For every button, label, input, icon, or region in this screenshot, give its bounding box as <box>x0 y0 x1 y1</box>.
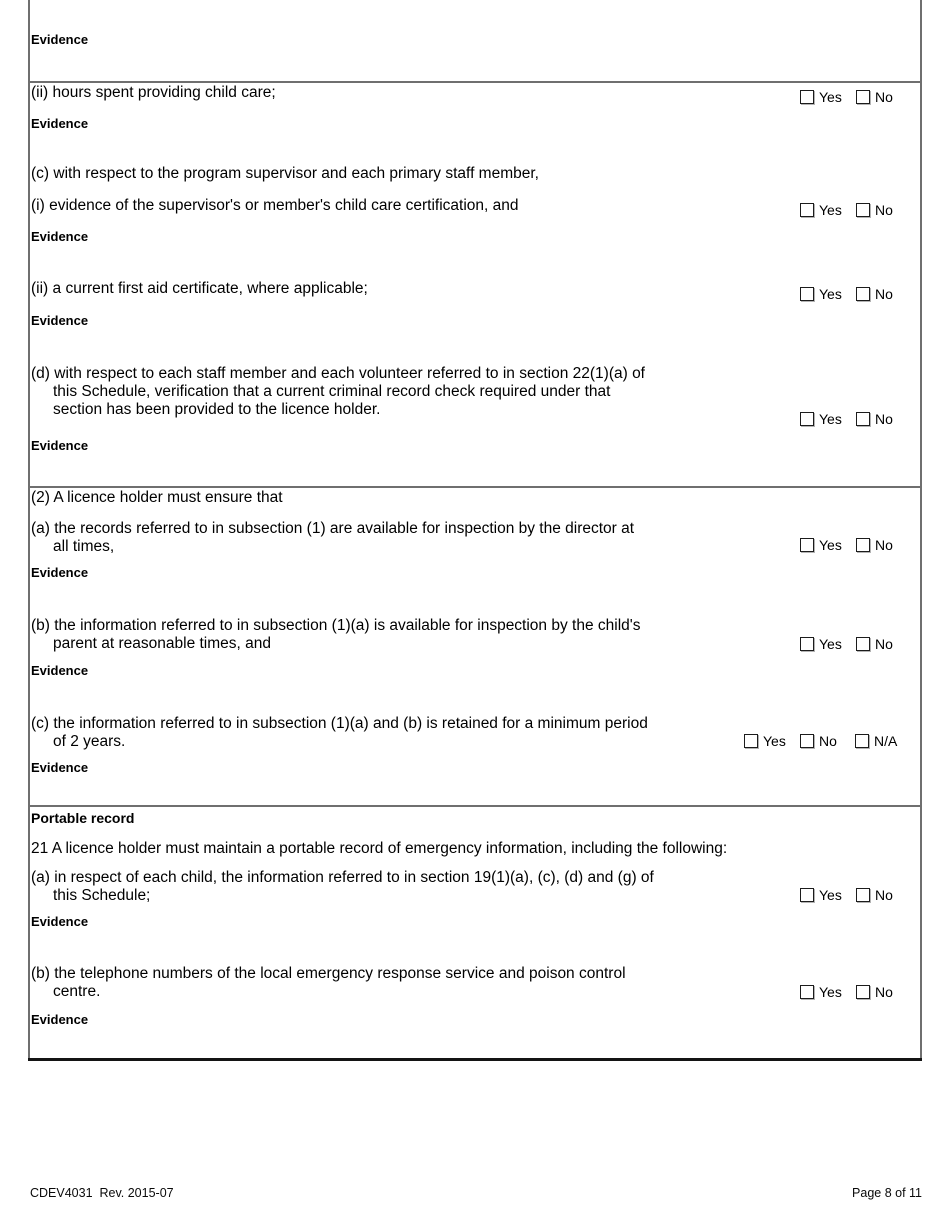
evidence-block <box>31 760 871 802</box>
checkbox-option-yes <box>800 985 842 999</box>
evidence-label: Evidence <box>31 229 89 244</box>
yes-checkbox[interactable] <box>800 203 814 217</box>
checkbox-option-no <box>800 734 837 748</box>
evidence-block <box>31 229 871 271</box>
checkbox-option-yes <box>800 287 842 301</box>
no-checkbox-label: No <box>875 411 893 427</box>
question-line: parent at reasonable times, and <box>53 635 271 652</box>
evidence-block <box>31 32 871 74</box>
question-line: all times, <box>53 538 115 555</box>
footer-form-number: CDEV4031 Rev. 2015-07 <box>30 1186 174 1200</box>
question-info-retained-2-years <box>31 715 648 751</box>
evidence-input-area[interactable] <box>31 48 871 74</box>
checkbox-option-no <box>856 412 893 426</box>
evidence-label: Evidence <box>31 1012 89 1027</box>
table-right-border <box>920 0 922 1061</box>
checkbox-option-no <box>856 203 893 217</box>
evidence-label: Evidence <box>31 438 89 453</box>
yes-checkbox-label: Yes <box>819 984 842 1000</box>
no-checkbox[interactable] <box>856 287 870 301</box>
yes-checkbox-label: Yes <box>819 89 842 105</box>
question-supervisor-certification: (i) evidence of the supervisor's or member's child care certification, and <box>31 197 519 214</box>
question-criminal-record-check <box>31 365 645 419</box>
table-left-border <box>28 0 30 1061</box>
yes-checkbox-label: Yes <box>819 537 842 553</box>
evidence-input-area[interactable] <box>31 132 871 158</box>
yes-checkbox-label: Yes <box>763 733 786 749</box>
question-info-inspection-parent <box>31 617 640 653</box>
checkbox-option-yes <box>800 90 842 104</box>
na-checkbox[interactable] <box>855 734 869 748</box>
question-line: (c) the information referred to in subsection (1)(a) and (b) is retained for a minimum period <box>31 715 648 732</box>
evidence-input-area[interactable] <box>31 679 871 705</box>
question-line: (a) the records referred to in subsection (1) are available for inspection by the director at <box>31 520 635 537</box>
no-checkbox-label: No <box>875 202 893 218</box>
no-checkbox-label: No <box>875 537 893 553</box>
no-checkbox[interactable] <box>856 412 870 426</box>
yes-checkbox[interactable] <box>800 287 814 301</box>
evidence-label: Evidence <box>31 565 89 580</box>
row-divider <box>28 805 922 807</box>
evidence-label: Evidence <box>31 663 89 678</box>
evidence-block <box>31 438 871 480</box>
yes-checkbox[interactable] <box>800 90 814 104</box>
statement-program-supervisor: (c) with respect to the program supervisor and each primary staff member, <box>31 165 539 182</box>
no-checkbox[interactable] <box>856 203 870 217</box>
footer-page-number: Page 8 of 11 <box>852 1186 922 1200</box>
evidence-block <box>31 914 871 956</box>
yes-checkbox-label: Yes <box>819 202 842 218</box>
no-checkbox-label: No <box>819 733 837 749</box>
checkbox-option-no <box>856 90 893 104</box>
checkbox-option-no <box>856 287 893 301</box>
evidence-block <box>31 1012 871 1068</box>
checkbox-option-no <box>856 985 893 999</box>
yes-checkbox-label: Yes <box>819 636 842 652</box>
yes-checkbox-label: Yes <box>819 286 842 302</box>
yes-checkbox[interactable] <box>800 412 814 426</box>
evidence-label: Evidence <box>31 914 89 929</box>
row-divider <box>28 486 922 488</box>
checkbox-option-yes <box>744 734 786 748</box>
evidence-block <box>31 565 871 607</box>
evidence-input-area[interactable] <box>31 329 871 355</box>
question-line: centre. <box>53 983 101 1000</box>
evidence-input-area[interactable] <box>31 1028 871 1068</box>
question-line: of 2 years. <box>53 733 126 750</box>
evidence-block <box>31 313 871 355</box>
question-emergency-phone-numbers <box>31 965 626 1001</box>
checkbox-option-yes <box>800 888 842 902</box>
question-line: section has been provided to the licence holder. <box>53 401 381 418</box>
evidence-input-area[interactable] <box>31 581 871 607</box>
statement-section-21: 21 A licence holder must maintain a portable record of emergency information, including the following: <box>31 840 728 857</box>
checkbox-option-na <box>855 734 897 748</box>
question-line: (b) the telephone numbers of the local emergency response service and poison control <box>31 965 626 982</box>
no-checkbox-label: No <box>875 984 893 1000</box>
yes-checkbox[interactable] <box>800 538 814 552</box>
evidence-block <box>31 663 871 705</box>
section-heading-portable-record <box>31 810 134 826</box>
checkbox-option-no <box>856 538 893 552</box>
question-line: (d) with respect to each staff member and each volunteer referred to in section 22(1)(a) of <box>31 365 645 382</box>
no-checkbox[interactable] <box>800 734 814 748</box>
yes-checkbox[interactable] <box>744 734 758 748</box>
section-heading-label: Portable record <box>31 810 135 826</box>
checkbox-option-yes <box>800 203 842 217</box>
checkbox-option-no <box>856 888 893 902</box>
question-child-info-portable-record <box>31 869 654 905</box>
statement-subsection-2: (2) A licence holder must ensure that <box>31 489 283 506</box>
checkbox-option-yes <box>800 637 842 651</box>
question-line: (a) in respect of each child, the information referred to in section 19(1)(a), (c), (d) and (g) of <box>31 869 654 886</box>
checkbox-option-yes <box>800 412 842 426</box>
na-checkbox-label: N/A <box>874 733 898 749</box>
no-checkbox[interactable] <box>856 637 870 651</box>
checkbox-option-yes <box>800 538 842 552</box>
evidence-input-area[interactable] <box>31 930 871 956</box>
evidence-label: Evidence <box>31 32 89 47</box>
question-line: this Schedule, verification that a current criminal record check required under that <box>53 383 611 400</box>
no-checkbox-label: No <box>875 286 893 302</box>
question-first-aid-certificate: (ii) a current first aid certificate, where applicable; <box>31 280 368 297</box>
question-line: (b) the information referred to in subsection (1)(a) is available for inspection by the child's <box>31 617 641 634</box>
no-checkbox-label: No <box>875 89 893 105</box>
row-divider <box>28 81 922 83</box>
evidence-label: Evidence <box>31 116 89 131</box>
question-line: this Schedule; <box>53 887 151 904</box>
no-checkbox[interactable] <box>856 538 870 552</box>
no-checkbox[interactable] <box>856 985 870 999</box>
evidence-input-area[interactable] <box>31 245 871 271</box>
yes-checkbox[interactable] <box>800 985 814 999</box>
evidence-input-area[interactable] <box>31 776 871 802</box>
evidence-label: Evidence <box>31 313 89 328</box>
evidence-input-area[interactable] <box>31 454 871 480</box>
no-checkbox-label: No <box>875 636 893 652</box>
yes-checkbox-label: Yes <box>819 411 842 427</box>
no-checkbox-label: No <box>875 887 893 903</box>
evidence-label: Evidence <box>31 760 89 775</box>
checkbox-option-no <box>856 637 893 651</box>
question-records-inspection-director <box>31 520 634 556</box>
yes-checkbox[interactable] <box>800 888 814 902</box>
no-checkbox[interactable] <box>856 90 870 104</box>
yes-checkbox[interactable] <box>800 637 814 651</box>
yes-checkbox-label: Yes <box>819 887 842 903</box>
question-hours-childcare: (ii) hours spent providing child care; <box>31 84 276 101</box>
evidence-block <box>31 116 871 158</box>
no-checkbox[interactable] <box>856 888 870 902</box>
